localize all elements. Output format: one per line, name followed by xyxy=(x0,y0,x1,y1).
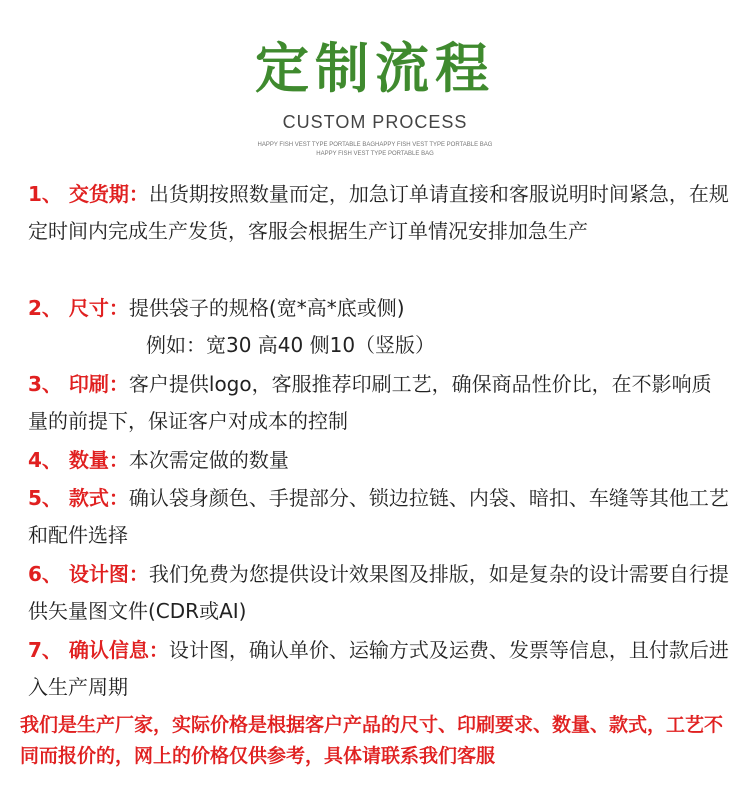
step-example: 例如：宽30 高40 侧10（竖版） xyxy=(146,333,436,357)
step-label: 7、 确认信息： xyxy=(28,638,169,662)
step-style xyxy=(28,480,730,554)
step-text: 我们免费为您提供设计效果图及排版，如是复杂的设计需要自行提供矢量图文件(CDR或AI) xyxy=(28,562,729,623)
step-label: 4、 数量： xyxy=(28,448,129,472)
step-label: 6、 设计图： xyxy=(28,562,149,586)
step-confirm xyxy=(28,632,730,706)
tiny-caption-1: HAPPY FISH VEST TYPE PORTABLE BAGHAPPY FISH VEST TYPE PORTABLE BAG xyxy=(257,142,493,148)
step-size xyxy=(28,290,730,364)
step-label: 1、 交货期： xyxy=(28,182,149,206)
step-printing xyxy=(28,366,730,440)
tiny-caption-2: HAPPY FISH VEST TYPE PORTABLE BAG xyxy=(316,151,434,157)
step-text: 出货期按照数量而定，加急订单请直接和客服说明时间紧急，在规定时间内完成生产发货，客服会根据生产订单情况安排加急生产 xyxy=(28,182,729,243)
step-text: 客户提供logo，客服推荐印刷工艺，确保商品性价比，在不影响质量的前提下，保证客户对成本的控制 xyxy=(28,372,712,433)
page-title: 定制流程 xyxy=(255,37,495,100)
step-quantity xyxy=(28,442,730,479)
pricing-note: 我们是生产厂家，实际价格是根据客户产品的尺寸、印刷要求、数量、款式，工艺不同而报价的，网上的价格仅供参考，具体请联系我们客服 xyxy=(20,714,724,767)
step-text: 本次需定做的数量 xyxy=(128,448,289,472)
step-design xyxy=(28,556,730,630)
page-subtitle: CUSTOM PROCESS xyxy=(282,112,468,132)
step-delivery xyxy=(28,176,730,250)
step-text: 提供袋子的规格(宽*高*底或侧) xyxy=(128,296,405,320)
step-label: 3、 印刷： xyxy=(28,372,129,396)
step-label: 2、 尺寸： xyxy=(28,296,129,320)
step-label: 5、 款式： xyxy=(28,486,129,510)
step-text: 确认袋身颜色、手提部分、锁边拉链、内袋、暗扣、车缝等其他工艺和配件选择 xyxy=(28,486,729,547)
step-text: 设计图，确认单价、运输方式及运费、发票等信息，且付款后进入生产周期 xyxy=(28,638,729,699)
